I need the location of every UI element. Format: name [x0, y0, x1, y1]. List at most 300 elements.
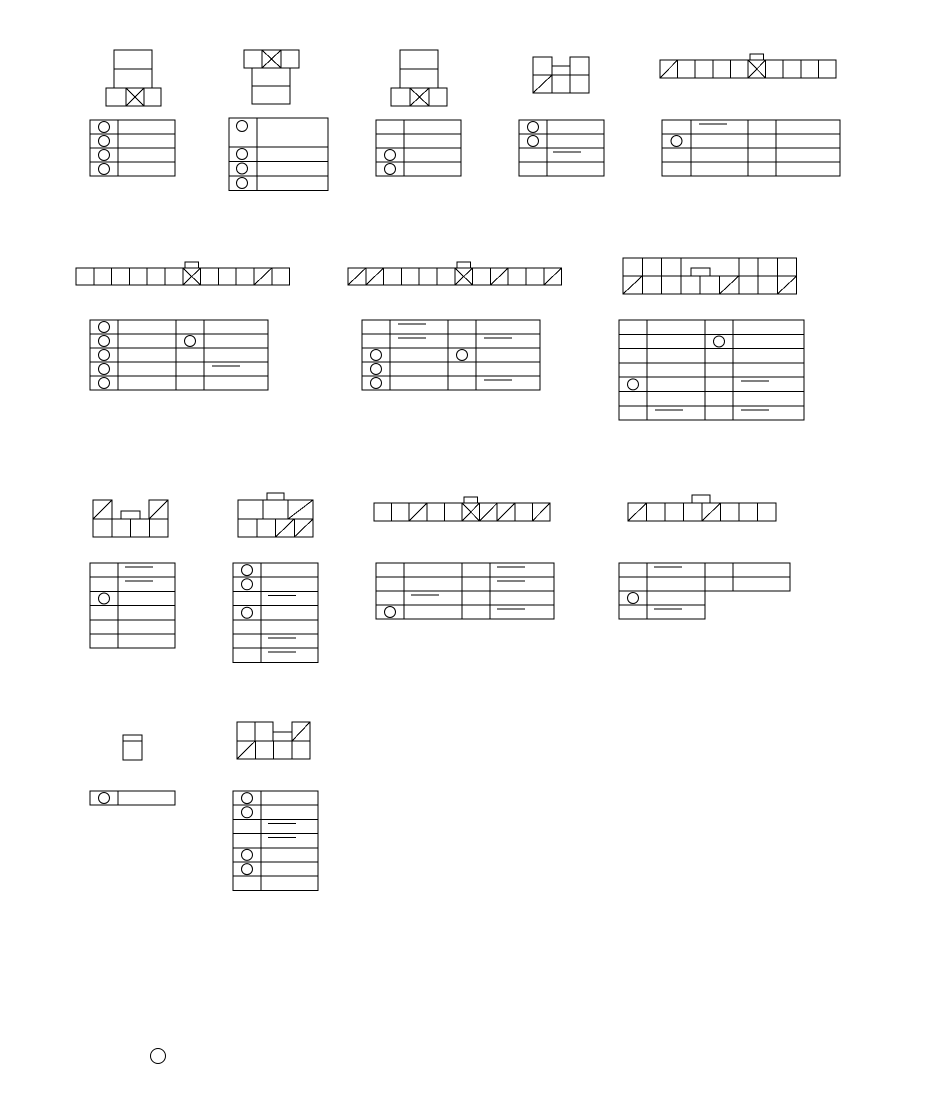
wire-cell	[390, 348, 448, 362]
wire-cell	[261, 834, 318, 848]
pin-number-cell	[90, 348, 118, 362]
wire-cell	[490, 563, 554, 577]
cavity	[263, 500, 288, 519]
terminal-circle-mark	[528, 122, 539, 133]
pin-number-cell	[462, 591, 490, 605]
wire-cell	[118, 376, 176, 390]
latch	[457, 262, 471, 268]
cavity	[777, 258, 796, 276]
terminal-circle-mark	[628, 593, 639, 604]
pin-number-cell	[662, 120, 691, 134]
pin-number-cell	[619, 363, 647, 377]
cavity	[444, 503, 462, 521]
legend-circle-symbol	[151, 1049, 166, 1064]
housing-cell	[123, 735, 142, 760]
cavity	[165, 268, 183, 285]
pin-number-cell	[90, 606, 118, 620]
pin-number-cell	[705, 392, 733, 406]
wire-cell	[118, 334, 176, 348]
wire-cell	[490, 605, 554, 619]
wire-cell	[691, 162, 748, 176]
pin-number-cell	[448, 320, 476, 334]
terminal-circle-mark	[242, 579, 253, 590]
cavity	[112, 519, 131, 537]
wire-cell	[118, 362, 176, 376]
terminal-circle-mark	[237, 163, 248, 174]
pin-number-cell	[619, 563, 647, 577]
cavity	[642, 276, 661, 294]
wire-cell	[404, 134, 461, 148]
pin-number-cell	[705, 563, 733, 577]
cavity	[681, 276, 700, 294]
diagram-layer	[76, 50, 840, 1064]
terminal-circle-mark	[242, 565, 253, 576]
pin-number-cell	[233, 848, 261, 862]
pin-number-cell	[229, 118, 257, 147]
wire-cell	[476, 320, 540, 334]
cavity	[473, 268, 491, 285]
pin-number-cell	[90, 134, 118, 148]
pin-number-cell	[376, 577, 404, 591]
connector-c7	[348, 262, 562, 390]
wire-cell	[118, 563, 175, 577]
diagonal-line	[623, 276, 642, 294]
wire-cell	[404, 605, 462, 619]
wire-cell	[261, 563, 318, 577]
wire-cell	[647, 563, 705, 577]
terminal-circle-mark	[714, 336, 725, 347]
cavity	[292, 741, 310, 759]
wire-cell	[204, 348, 268, 362]
cavity	[274, 741, 292, 759]
wire-cell	[257, 147, 328, 162]
terminal-circle-mark	[237, 178, 248, 189]
diagonal-line	[777, 276, 796, 294]
pin-number-cell	[90, 563, 118, 577]
terminal-circle-mark	[385, 164, 396, 175]
cavity	[533, 57, 552, 75]
diagonal-line	[660, 60, 678, 78]
wire-cell	[691, 120, 748, 134]
diagonal-line	[294, 519, 313, 537]
cavity	[758, 258, 777, 276]
wire-cell	[733, 392, 804, 406]
wire-cell	[118, 320, 176, 334]
wire-cell	[490, 577, 554, 591]
pin-number-cell	[519, 148, 547, 162]
terminal-circle-mark	[242, 793, 253, 804]
wire-cell	[647, 392, 705, 406]
wire-cell	[390, 362, 448, 376]
wire-cell	[647, 591, 705, 605]
pin-number-cell	[233, 876, 261, 890]
cavity	[147, 268, 165, 285]
wire-cell	[118, 591, 175, 605]
terminal-circle-mark	[99, 793, 110, 804]
pin-number-cell	[362, 362, 390, 376]
latch	[750, 54, 764, 60]
latch	[121, 511, 140, 519]
pin-number-cell	[376, 120, 404, 134]
pin-number-cell	[90, 362, 118, 376]
wire-cell	[257, 176, 328, 191]
wire-cell	[118, 162, 175, 176]
cavity	[257, 519, 276, 537]
cavity	[721, 503, 740, 521]
wire-cell	[647, 377, 705, 391]
terminal-circle-mark	[628, 379, 639, 390]
terminal-circle-mark	[99, 378, 110, 389]
wire-cell	[257, 162, 328, 177]
cavity	[642, 258, 661, 276]
terminal-circle-mark	[671, 136, 682, 147]
cavity	[662, 258, 681, 276]
cavity	[684, 503, 703, 521]
pin-number-cell	[376, 162, 404, 176]
pin-number-cell	[90, 577, 118, 591]
latch	[464, 497, 478, 503]
cavity	[76, 268, 94, 285]
cavity	[647, 503, 666, 521]
cavity	[570, 75, 589, 93]
pin-number-cell	[462, 577, 490, 591]
cavity	[766, 60, 784, 78]
pin-number-cell	[362, 348, 390, 362]
diagonal-line	[276, 519, 295, 537]
cavity	[570, 57, 589, 75]
pin-number-cell	[662, 148, 691, 162]
cavity	[237, 722, 255, 741]
cavity	[129, 268, 147, 285]
cavity	[144, 88, 161, 106]
diagonal-line	[366, 268, 384, 285]
wire-cell	[476, 334, 540, 348]
wire-cell	[261, 862, 318, 876]
connector-c10	[233, 493, 318, 662]
pin-number-cell	[462, 605, 490, 619]
pin-number-cell	[376, 591, 404, 605]
wire-cell	[118, 134, 175, 148]
diagonal-line	[292, 722, 310, 741]
legend	[151, 1049, 166, 1064]
wire-cell	[647, 320, 705, 334]
pin-number-cell	[619, 577, 647, 591]
wire-cell	[691, 134, 748, 148]
connector-c4	[519, 57, 604, 176]
terminal-circle-mark	[371, 350, 382, 361]
cavity	[94, 268, 112, 285]
wire-cell	[733, 563, 790, 577]
wire-cell	[547, 134, 604, 148]
cavity	[112, 268, 130, 285]
cavity	[713, 60, 731, 78]
pin-number-cell	[90, 591, 118, 605]
wire-cell	[204, 362, 268, 376]
cavity	[255, 722, 273, 741]
pin-number-cell	[619, 605, 647, 619]
cavity	[244, 50, 262, 68]
connector-c14	[233, 722, 318, 890]
wire-cell	[204, 376, 268, 390]
wire-cell	[647, 406, 705, 420]
diagonal-line	[490, 268, 508, 285]
latch	[185, 262, 199, 268]
pin-number-cell	[748, 162, 776, 176]
terminal-circle-mark	[385, 607, 396, 618]
cavity	[93, 519, 112, 537]
pin-number-cell	[748, 134, 776, 148]
cavity	[218, 268, 236, 285]
cavity	[131, 519, 150, 537]
pin-number-cell	[705, 377, 733, 391]
latch	[691, 268, 710, 276]
wire-cell	[476, 348, 540, 362]
connector-c9	[90, 500, 175, 648]
diagonal-line	[348, 268, 366, 285]
cavity	[255, 741, 273, 759]
wire-cell	[476, 362, 540, 376]
pin-number-cell	[90, 162, 118, 176]
pin-number-cell	[448, 362, 476, 376]
cavity	[508, 268, 526, 285]
diagonal-line	[254, 268, 272, 285]
diagonal-line	[702, 503, 721, 521]
cavity	[515, 503, 533, 521]
terminal-circle-mark	[99, 164, 110, 175]
pin-number-cell	[233, 648, 261, 662]
wire-cell	[733, 406, 804, 420]
wire-cell	[490, 591, 554, 605]
cavity	[662, 276, 681, 294]
wire-cell	[390, 320, 448, 334]
wire-cell	[118, 606, 175, 620]
pin-number-cell	[233, 577, 261, 591]
cavity	[238, 500, 263, 519]
housing-cell	[400, 69, 438, 88]
pin-number-cell	[233, 805, 261, 819]
cavity	[201, 268, 219, 285]
pin-number-cell	[233, 563, 261, 577]
wire-cell	[261, 634, 318, 648]
wire-cell	[261, 577, 318, 591]
diagonal-line	[532, 503, 550, 521]
cavity	[437, 268, 455, 285]
pin-number-cell	[448, 348, 476, 362]
latch	[552, 66, 570, 75]
pin-number-cell	[376, 563, 404, 577]
wire-cell	[204, 320, 268, 334]
wire-cell	[118, 620, 175, 634]
pin-number-cell	[90, 634, 118, 648]
wire-cell	[261, 606, 318, 620]
wire-cell	[404, 577, 462, 591]
latch	[273, 732, 292, 741]
pin-number-cell	[376, 148, 404, 162]
housing-cell	[400, 50, 438, 69]
connector-c6	[76, 262, 290, 390]
diagonal-line	[288, 500, 313, 519]
wire-cell	[257, 118, 328, 147]
latch	[692, 495, 710, 503]
wire-cell	[118, 577, 175, 591]
pin-number-cell	[448, 334, 476, 348]
pin-number-cell	[619, 406, 647, 420]
pin-number-cell	[233, 834, 261, 848]
pin-number-cell	[705, 349, 733, 363]
cavity	[739, 276, 758, 294]
latch	[267, 493, 284, 500]
cavity	[384, 268, 402, 285]
wire-cell	[404, 120, 461, 134]
pin-number-cell	[90, 376, 118, 390]
cavity	[374, 503, 392, 521]
cavity	[700, 276, 719, 294]
connector-c5	[660, 54, 840, 176]
diagonal-line	[93, 500, 112, 519]
wire-cell	[261, 648, 318, 662]
wire-cell	[776, 120, 840, 134]
cavity	[695, 60, 713, 78]
wire-cell	[390, 376, 448, 390]
connector-c8	[619, 258, 804, 420]
cavity	[427, 503, 445, 521]
diagonal-line	[720, 276, 739, 294]
terminal-circle-mark	[242, 864, 253, 875]
cavity	[281, 50, 299, 68]
cavity	[739, 503, 758, 521]
pin-number-cell	[619, 591, 647, 605]
pin-number-cell	[362, 376, 390, 390]
pin-number-cell	[519, 162, 547, 176]
diagonal-line	[628, 503, 647, 521]
terminal-circle-mark	[371, 378, 382, 389]
cavity	[272, 268, 290, 285]
pin-number-cell	[705, 406, 733, 420]
pin-number-cell	[662, 162, 691, 176]
housing-cell	[114, 50, 152, 69]
pin-number-cell	[233, 862, 261, 876]
connector-c12	[619, 495, 790, 619]
pin-number-cell	[705, 363, 733, 377]
cavity	[665, 503, 684, 521]
cavity	[783, 60, 801, 78]
pin-number-cell	[362, 334, 390, 348]
cavity	[429, 88, 447, 106]
wire-cell	[691, 148, 748, 162]
wire-cell	[547, 148, 604, 162]
terminal-circle-mark	[242, 849, 253, 860]
pin-number-cell	[176, 334, 204, 348]
connector-c3	[376, 50, 461, 176]
housing-cell	[114, 69, 152, 88]
pin-number-cell	[748, 148, 776, 162]
pin-number-cell	[619, 349, 647, 363]
cavity	[758, 503, 777, 521]
pin-number-cell	[705, 320, 733, 334]
cavity	[739, 258, 758, 276]
terminal-circle-mark	[99, 136, 110, 147]
wire-cell	[647, 577, 705, 591]
wire-cell	[390, 334, 448, 348]
terminal-circle-mark	[99, 322, 110, 333]
terminal-circle-mark	[385, 150, 396, 161]
pin-number-cell	[90, 120, 118, 134]
pin-number-cell	[90, 320, 118, 334]
diagonal-line	[480, 503, 498, 521]
connector-c13	[90, 735, 175, 805]
diagonal-line	[544, 268, 562, 285]
pin-number-cell	[376, 134, 404, 148]
terminal-circle-mark	[99, 122, 110, 133]
wire-cell	[647, 349, 705, 363]
wire-cell	[404, 162, 461, 176]
housing-cell	[252, 86, 290, 104]
terminal-circle-mark	[99, 150, 110, 161]
housing-cell	[252, 68, 290, 86]
cavity	[552, 75, 570, 93]
wire-cell	[776, 148, 840, 162]
cavity	[678, 60, 696, 78]
diagonal-line	[533, 75, 552, 93]
cavity	[236, 268, 254, 285]
connector-c11	[374, 497, 554, 619]
diagonal-line	[149, 500, 168, 519]
cavity	[818, 60, 836, 78]
pin-number-cell	[90, 334, 118, 348]
terminal-circle-mark	[185, 336, 196, 347]
wire-cell	[733, 577, 790, 591]
wire-cell	[733, 363, 804, 377]
pin-number-cell	[462, 563, 490, 577]
wire-cell	[776, 162, 840, 176]
wire-cell	[733, 320, 804, 334]
terminal-circle-mark	[237, 149, 248, 160]
terminal-circle-mark	[457, 350, 468, 361]
pin-number-cell	[519, 134, 547, 148]
cavity	[526, 268, 544, 285]
connector-c2	[229, 50, 328, 191]
terminal-circle-mark	[99, 364, 110, 375]
pin-number-cell	[176, 348, 204, 362]
cavity	[391, 88, 410, 106]
wire-cell	[261, 876, 318, 890]
connector-c1	[90, 50, 175, 176]
wire-cell	[261, 620, 318, 634]
cavity	[149, 519, 168, 537]
cavity	[758, 276, 777, 294]
terminal-circle-mark	[237, 121, 248, 132]
pin-number-cell	[362, 320, 390, 334]
terminal-circle-mark	[242, 607, 253, 618]
wire-cell	[261, 791, 318, 805]
wire-cell	[118, 348, 176, 362]
terminal-circle-mark	[99, 593, 110, 604]
wire-cell	[404, 591, 462, 605]
cavity	[238, 519, 257, 537]
pin-number-cell	[233, 791, 261, 805]
cavity	[106, 88, 126, 106]
pin-number-cell	[519, 120, 547, 134]
wire-cell	[261, 805, 318, 819]
diagonal-line	[409, 503, 427, 521]
pin-number-cell	[748, 120, 776, 134]
pin-number-cell	[233, 606, 261, 620]
wire-cell	[476, 376, 540, 390]
pin-number-cell	[90, 620, 118, 634]
diagonal-line	[497, 503, 515, 521]
pin-number-cell	[233, 819, 261, 833]
cavity	[623, 258, 642, 276]
